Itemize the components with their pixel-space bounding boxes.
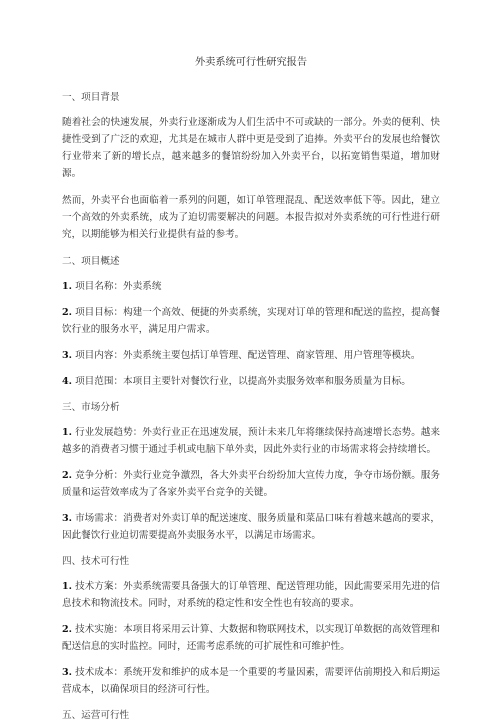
paragraph-background-1: 随着社会的快速发展，外卖行业逐渐成为人们生活中不可或缺的一部分。外卖的便利、快捷性受到了广泛的欢迎，尤其是在城市人群中更是受到了追捧。外卖平台的发展也给餐饮行业带来了新的增长点，越来越多的餐馆纷纷加入外卖平台，以拓宽销售渠道，增加财源。 (62, 117, 440, 179)
list-item (62, 424, 440, 458)
list-item (62, 664, 440, 698)
document-title: 外卖系统可行性研究报告 (194, 57, 308, 68)
section-heading-operational: 五、运营可行性 (62, 710, 130, 721)
list-item-text: 市场需求：消费者对外卖订单的配送速度、服务质量和菜品口味有着越来越高的要求，因此餐饮行业迫切需要提高外卖服务水平，以满足市场需求。 (62, 513, 440, 541)
list-item-number: 3. (62, 667, 73, 678)
list-item (62, 621, 440, 655)
list-item (62, 278, 440, 295)
list-item-number: 1. (62, 581, 73, 592)
list-item-text: 技术实施：本项目将采用云计算、大数据和物联网技术，以实现订单数据的高效管理和配送信息的实时监控。同时，还需考虑系统的可扩展性和可维护性。 (62, 624, 440, 652)
section-heading-background: 一、项目背景 (62, 92, 120, 103)
list-item-number: 2. (62, 307, 73, 318)
list-item-text: 技术方案：外卖系统需要具备强大的订单管理、配送管理功能，因此需要采用先进的信息技术和物流技术。同时，对系统的稳定性和安全性也有较高的要求。 (62, 581, 440, 609)
paragraph-background-2: 然而，外卖平台也面临着一系列的问题，如订单管理混乱、配送效率低下等。因此，建立一个高效的外卖系统，成为了迫切需要解决的问题。本报告拟对外卖系统的可行性进行研究，以期能够为相关行业提供有益的参考。 (62, 195, 440, 240)
list-item-number: 2. (62, 624, 73, 635)
list-item (62, 467, 440, 501)
list-item-text: 行业发展趋势：外卖行业正在迅速发展，预计未来几年将继续保持高速增长态势。越来越多的消费者习惯于通过手机或电脑下单外卖，因此外卖行业的市场需求将会持续增长。 (62, 427, 440, 455)
list-item-number: 2. (62, 470, 73, 481)
list-item-text: 项目目标：构建一个高效、便捷的外卖系统，实现对订单的管理和配送的监控，提高餐饮行业的服务水平，满足用户需求。 (62, 307, 440, 335)
list-item-number: 1. (62, 427, 73, 438)
list-item-number: 3. (62, 350, 73, 361)
list-item-number: 4. (62, 376, 73, 387)
list-item (62, 578, 440, 612)
list-item-number: 3. (62, 513, 73, 524)
list-item (62, 510, 440, 544)
list-item (62, 347, 440, 364)
section-heading-market: 三、市场分析 (62, 402, 120, 413)
list-item-number: 1. (62, 281, 73, 292)
list-item-text: 技术成本：系统开发和维护的成本是一个重要的考量因素，需要评估前期投入和后期运营成本，以确保项目的经济可行性。 (62, 667, 440, 695)
list-item-text: 竞争分析：外卖行业竞争激烈，各大外卖平台纷纷加大宣传力度，争夺市场份额。服务质量和运营效率成为了各家外卖平台竞争的关键。 (62, 470, 440, 498)
list-item (62, 373, 440, 390)
list-item (62, 304, 440, 338)
section-heading-technical: 四、技术可行性 (62, 556, 130, 567)
section-heading-overview: 二、项目概述 (62, 256, 120, 267)
list-item-text: 项目名称：外卖系统 (75, 281, 162, 292)
list-item-text: 项目范围：本项目主要针对餐饮行业，以提高外卖服务效率和服务质量为目标。 (75, 376, 411, 387)
list-item-text: 项目内容：外卖系统主要包括订单管理、配送管理、商家管理、用户管理等模块。 (75, 350, 421, 361)
